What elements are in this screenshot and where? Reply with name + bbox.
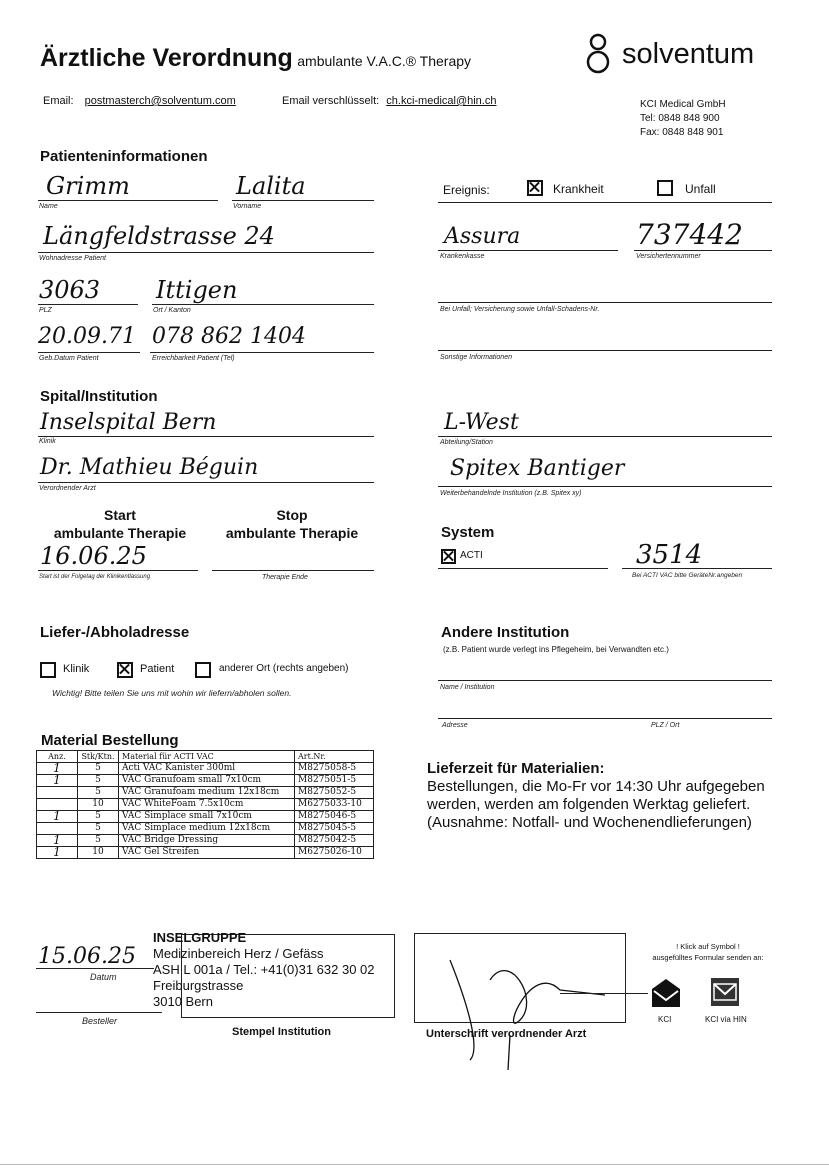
delivery-other-checkbox[interactable]	[195, 662, 211, 678]
solventum-logo-icon	[584, 32, 620, 82]
row-art: M8275052-5	[295, 787, 374, 799]
table-row	[37, 775, 374, 787]
event-label: Ereignis:	[443, 183, 490, 197]
col-art: Art.Nr.	[295, 751, 374, 763]
doctor-signature	[430, 940, 620, 1075]
row-material: Acti VAC Kanister 300ml	[119, 763, 295, 775]
date-label: Datum	[90, 972, 117, 982]
col-qty: Anz.	[37, 751, 78, 763]
row-material: VAC Simplace medium 12x18cm	[119, 823, 295, 835]
delivery-section-title: Liefer-/Abholadresse	[40, 624, 190, 641]
col-pack: Stk/Ktn.	[78, 751, 119, 763]
system-title: System	[441, 524, 495, 541]
other-institution-title: Andere Institution	[441, 624, 570, 641]
stamp-line-3: ASH L 001a / Tel.: +41(0)31 632 30 02	[153, 962, 375, 977]
order-date[interactable]: 15.06.25	[38, 944, 136, 969]
leadtime-line-3: (Ausnahme: Notfall- und Wochenendlieferungen)	[427, 814, 752, 831]
start-title-2: ambulante Therapie	[53, 525, 187, 541]
delivery-klinik-checkbox[interactable]	[40, 662, 56, 678]
table-row	[37, 835, 374, 847]
patient-name-label: Name	[39, 203, 58, 210]
stamp-line-2: Medizinbereich Herz / Gefäss	[153, 946, 324, 961]
doctor[interactable]: Dr. Mathieu Béguin	[40, 455, 259, 480]
stop-title-1: Stop	[276, 507, 308, 523]
click-hint-1: ! Klick auf Symbol !	[676, 942, 740, 951]
row-pack: 5	[78, 811, 119, 823]
table-row	[37, 787, 374, 799]
row-pack: 5	[78, 787, 119, 799]
row-qty[interactable]: 1	[37, 835, 78, 847]
acti-checkbox[interactable]	[441, 549, 456, 564]
patient-firstname-label: Vorname	[233, 203, 262, 210]
email-label: Email:	[43, 95, 74, 107]
patient-address-label: Wohnadresse Patient	[39, 255, 106, 262]
leadtime-title: Lieferzeit für Materialien:	[427, 760, 605, 777]
followup-label: Weiterbehandelnde Institution (z.B. Spitex xy)	[440, 490, 582, 497]
row-art: M8275058-5	[295, 763, 374, 775]
other-info-label: Sonstige Informationen	[440, 354, 512, 361]
clinic-label: Klinik	[39, 438, 56, 445]
row-qty[interactable]: 1	[37, 763, 78, 775]
patient-plz-label: PLZ	[39, 307, 52, 314]
row-pack: 10	[78, 799, 119, 811]
company-fax: Fax: 0848 848 901	[640, 127, 724, 138]
row-material: VAC Gel Streifen	[119, 847, 295, 859]
bottom-divider	[0, 1164, 829, 1165]
kci-label: KCI	[658, 1015, 672, 1024]
insured-number-label: Versichertennummer	[636, 253, 701, 260]
insurer-label: Krankenkasse	[440, 253, 485, 260]
row-art: M8275051-5	[295, 775, 374, 787]
orderer-label: Besteller	[82, 1016, 118, 1026]
mail-icon	[708, 975, 742, 1009]
device-note: Bei ACTI VAC bitte GeräteNr.angeben	[632, 572, 743, 579]
row-material: VAC Granufoam medium 12x18cm	[119, 787, 295, 799]
other-name-label: Name / Institution	[440, 684, 495, 691]
ward-label: Abteilung/Station	[440, 439, 493, 446]
end-label: Therapie Ende	[262, 574, 308, 581]
patient-plz[interactable]: 3063	[39, 276, 101, 304]
accident-label: Bei Unfall; Versicherung sowie Unfall-Schadens-Nr.	[440, 306, 600, 313]
row-material: VAC WhiteFoam 7.5x10cm	[119, 799, 295, 811]
row-qty[interactable]: 1	[37, 847, 78, 859]
device-number[interactable]: 3514	[636, 540, 703, 570]
table-row	[37, 811, 374, 823]
row-pack: 5	[78, 823, 119, 835]
other-plz-label: PLZ / Ort	[651, 722, 680, 729]
brand-logo	[584, 32, 620, 87]
row-material: VAC Simplace small 7x10cm	[119, 811, 295, 823]
table-row	[37, 823, 374, 835]
patient-section-title: Patienteninformationen	[40, 148, 208, 165]
delivery-klinik-label: Klinik	[63, 663, 90, 675]
table-row	[37, 763, 374, 775]
material-header-row	[37, 751, 374, 763]
acti-label: ACTI	[460, 550, 483, 561]
leadtime-line-1: Bestellungen, die Mo-Fr vor 14:30 Uhr aufgegeben	[427, 778, 765, 795]
table-row	[37, 847, 374, 859]
ward[interactable]: L-West	[444, 410, 519, 435]
unfall-checkbox[interactable]	[657, 180, 673, 196]
delivery-note: Wichtig! Bitte teilen Sie uns mit wohin wir liefern/abholen sollen.	[52, 688, 292, 698]
encrypted-email-label: Email verschlüsselt:	[282, 95, 380, 107]
patient-address[interactable]: Längfeldstrasse 24	[43, 222, 275, 250]
stamp-line-1: INSELGRUPPE	[153, 930, 247, 945]
stop-title-2: ambulante Therapie	[225, 525, 359, 541]
brand-name: solventum	[622, 38, 755, 70]
click-hint-2: ausgefülltes Formular senden an:	[652, 953, 764, 962]
envelope-icon	[648, 975, 684, 1011]
followup-institution[interactable]: Spitex Bantiger	[450, 456, 625, 481]
kci-hin-label: KCI via HIN	[705, 1015, 747, 1024]
row-qty[interactable]: 1	[37, 775, 78, 787]
doctor-label: Verordnender Arzt	[39, 485, 96, 492]
title-sub: ambulante V.A.C.® Therapy	[297, 53, 472, 69]
delivery-other-label: anderer Ort (rechts angeben)	[219, 663, 349, 674]
encrypted-email-link[interactable]: ch.kci-medical@hin.ch	[386, 95, 497, 107]
insured-number[interactable]: 737442	[636, 218, 743, 251]
email-link[interactable]: postmasterch@solventum.com	[84, 95, 236, 107]
send-kci-hin-button[interactable]	[708, 975, 742, 1009]
leadtime-line-2: werden, werden am folgenden Werktag geliefert.	[427, 796, 751, 813]
patient-firstname[interactable]: Lalita	[236, 172, 306, 200]
stamp-line-4: Freiburgstrasse	[153, 978, 244, 993]
table-row	[37, 799, 374, 811]
material-section-title: Material Bestellung	[41, 732, 179, 749]
row-pack: 5	[78, 835, 119, 847]
row-art: M8275042-5	[295, 835, 374, 847]
signature-label: Unterschrift verordnender Arzt	[426, 1028, 587, 1040]
row-material: VAC Bridge Dressing	[119, 835, 295, 847]
row-qty[interactable]	[37, 787, 78, 799]
delivery-patient-checkbox[interactable]	[117, 662, 133, 678]
patient-city-label: Ort / Kanton	[153, 307, 191, 314]
row-art: M6275033-10	[295, 799, 374, 811]
row-pack: 5	[78, 763, 119, 775]
unfall-label: Unfall	[685, 182, 716, 196]
stamp-label: Stempel Institution	[232, 1026, 331, 1038]
stamp-line-5: 3010 Bern	[153, 994, 213, 1009]
other-institution-hint: (z.B. Patient wurde verlegt ins Pflegeheim, bei Verwandten etc.)	[443, 645, 669, 654]
patient-phone[interactable]: 078 862 1404	[152, 324, 306, 349]
krankheit-label: Krankheit	[553, 182, 604, 196]
company-tel: Tel: 0848 848 900	[640, 113, 720, 124]
col-material: Material für ACTI VAC	[119, 751, 295, 763]
row-art: M8275045-5	[295, 823, 374, 835]
insurer[interactable]: Assura	[444, 224, 521, 249]
krankheit-checkbox[interactable]	[527, 180, 543, 196]
delivery-patient-label: Patient	[140, 663, 175, 675]
row-pack: 5	[78, 775, 119, 787]
row-material: VAC Granufoam small 7x10cm	[119, 775, 295, 787]
other-address-label: Adresse	[442, 722, 468, 729]
title-main: Ärztliche Verordnung	[40, 44, 293, 72]
start-title-1: Start	[104, 507, 136, 523]
start-date[interactable]: 16.06.25	[40, 542, 147, 570]
page-title	[40, 44, 471, 73]
patient-dob-label: Geb.Datum Patient	[39, 355, 99, 362]
row-art: M8275046-5	[295, 811, 374, 823]
patient-phone-label: Erreichbarkeit Patient (Tel)	[152, 355, 235, 362]
material-table	[36, 750, 374, 859]
start-note: Start ist der Folgetag der Klinikentlassung	[39, 574, 151, 580]
row-art: M6275026-10	[295, 847, 374, 859]
clinic[interactable]: Inselspital Bern	[40, 410, 217, 435]
row-qty[interactable]: 1	[37, 811, 78, 823]
send-kci-button[interactable]	[648, 975, 684, 1011]
patient-city[interactable]: Ittigen	[156, 276, 238, 304]
company-name: KCI Medical GmbH	[640, 99, 726, 110]
institution-section-title: Spital/Institution	[40, 388, 158, 405]
row-pack: 10	[78, 847, 119, 859]
patient-name[interactable]: Grimm	[46, 172, 130, 200]
patient-dob[interactable]: 20.09.71	[38, 324, 136, 349]
